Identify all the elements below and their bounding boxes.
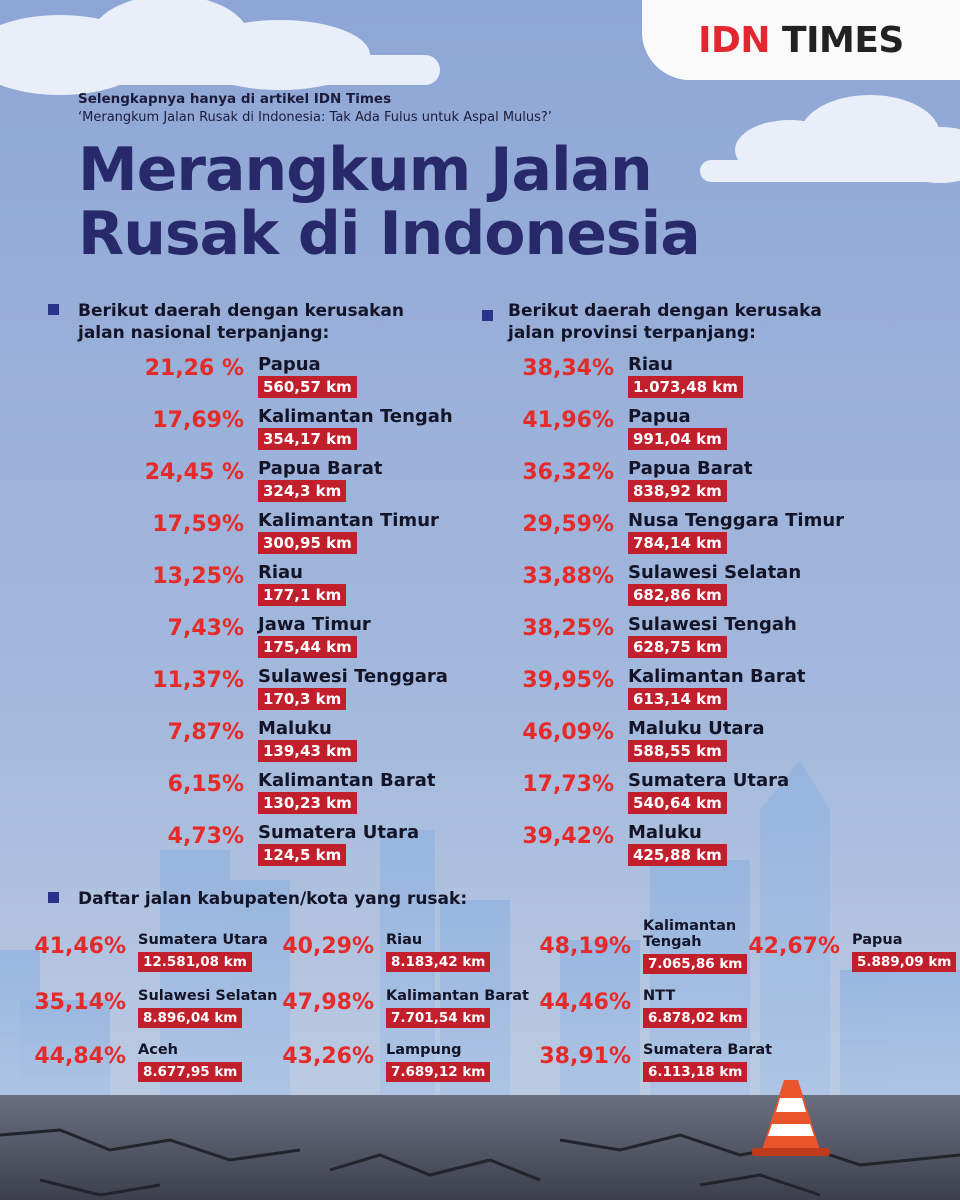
length-badge: 682,86 km [628,584,727,606]
percentage-value: 35,14% [34,990,126,1015]
region-name: NTT [643,988,676,1004]
region-name: Sulawesi Selatan [138,988,278,1004]
length-badge: 540,64 km [628,792,727,814]
percentage-value: 7,87% [167,720,244,745]
percentage-value: 38,34% [522,356,614,381]
region-name: Papua [852,932,903,948]
percentage-value: 40,29% [282,934,374,959]
region-name: Maluku Utara [628,718,765,739]
region-name: Papua [628,406,691,427]
length-badge: 560,57 km [258,376,357,398]
percentage-value: 39,42% [522,824,614,849]
length-badge: 175,44 km [258,636,357,658]
length-badge: 425,88 km [628,844,727,866]
percentage-value: 39,95% [522,668,614,693]
region-name: Maluku [628,822,702,843]
brand-idn: IDN [698,19,771,61]
length-badge: 8.677,95 km [138,1062,242,1082]
length-badge: 12.581,08 km [138,952,252,972]
percentage-value: 17,59% [152,512,244,537]
length-badge: 8.896,04 km [138,1008,242,1028]
percentage-value: 13,25% [152,564,244,589]
length-badge: 177,1 km [258,584,346,606]
length-badge: 354,17 km [258,428,357,450]
region-name: Riau [386,932,423,948]
bullet-square-icon [482,310,493,321]
region-name: Riau [258,562,303,583]
region-name: Sumatera Utara [628,770,790,791]
brand-logo [642,0,960,80]
region-name: Sumatera Barat [643,1042,773,1058]
region-name: Kalimantan Barat [258,770,436,791]
percentage-value: 29,59% [522,512,614,537]
region-name: Jawa Timur [258,614,371,635]
length-badge: 8.183,42 km [386,952,490,972]
length-badge: 7.689,12 km [386,1062,490,1082]
length-badge: 130,23 km [258,792,357,814]
percentage-value: 36,32% [522,460,614,485]
length-badge: 124,5 km [258,844,346,866]
length-badge: 838,92 km [628,480,727,502]
percentage-value: 33,88% [522,564,614,589]
region-name: Aceh [138,1042,178,1058]
percentage-value: 46,09% [522,720,614,745]
percentage-value: 21,26 % [144,356,244,381]
page-title [78,135,798,269]
region-name: Kalimantan Barat [386,988,529,1004]
region-name: Sulawesi Selatan [628,562,802,583]
source-line: Selengkapnya hanya di artikel IDN Times [78,91,392,107]
percentage-value: 44,46% [539,990,631,1015]
region-name: Nusa Tenggara Timur [628,510,845,531]
bullet-square-icon [48,892,59,903]
length-badge: 170,3 km [258,688,346,710]
title-line-2: Rusak di Indonesia [78,199,700,269]
length-badge: 6.878,02 km [643,1008,747,1028]
length-badge: 300,95 km [258,532,357,554]
percentage-value: 17,69% [152,408,244,433]
region-name: Maluku [258,718,332,739]
percentage-value: 42,67% [748,934,840,959]
length-badge: 7.065,86 km [643,954,747,974]
length-badge: 613,14 km [628,688,727,710]
percentage-value: 43,26% [282,1044,374,1069]
length-badge: 5.889,09 km [852,952,956,972]
percentage-value: 48,19% [539,934,631,959]
brand-times: TIMES [782,19,904,61]
percentage-value: 41,96% [522,408,614,433]
percentage-value: 38,91% [539,1044,631,1069]
region-name: Sumatera Utara [258,822,420,843]
length-badge: 7.701,54 km [386,1008,490,1028]
bullet-square-icon [48,304,59,315]
article-title: ‘Merangkum Jalan Rusak di Indonesia: Tak Ada Fulus untuk Aspal Mulus?’ [78,110,552,125]
length-badge: 784,14 km [628,532,727,554]
section-kabupaten-heading: Daftar jalan kabupaten/kota yang rusak: [78,888,467,910]
percentage-value: 7,43% [167,616,244,641]
percentage-value: 47,98% [282,990,374,1015]
length-badge: 139,43 km [258,740,357,762]
length-badge: 628,75 km [628,636,727,658]
region-name: Sulawesi Tengah [628,614,797,635]
title-line-1: Merangkum Jalan [78,135,652,205]
length-badge: 991,04 km [628,428,727,450]
region-name: Kalimantan Timur [258,510,439,531]
region-name: Riau [628,354,673,375]
percentage-value: 6,15% [167,772,244,797]
length-badge: 6.113,18 km [643,1062,747,1082]
region-name: Sulawesi Tenggara [258,666,448,687]
percentage-value: 17,73% [522,772,614,797]
section-provinsi-heading: Berikut daerah dengan kerusaka jalan provinsi terpanjang: [508,300,822,344]
region-name: Papua Barat [258,458,383,479]
percentage-value: 4,73% [167,824,244,849]
article-reference [78,90,552,127]
percentage-value: 44,84% [34,1044,126,1069]
percentage-value: 41,46% [34,934,126,959]
percentage-value: 11,37% [152,668,244,693]
length-badge: 324,3 km [258,480,346,502]
length-badge: 1.073,48 km [628,376,743,398]
region-name: Papua [258,354,321,375]
region-name: Lampung [386,1042,462,1058]
length-badge: 588,55 km [628,740,727,762]
percentage-value: 38,25% [522,616,614,641]
region-name: Kalimantan Tengah [258,406,453,427]
percentage-value: 24,45 % [144,460,244,485]
region-name: Kalimantan Barat [628,666,806,687]
region-name: Sumatera Utara [138,932,268,948]
section-nasional-heading: Berikut daerah dengan kerusakan jalan nasional terpanjang: [78,300,404,344]
region-name: Papua Barat [628,458,753,479]
region-name: Kalimantan Tengah [643,918,737,950]
